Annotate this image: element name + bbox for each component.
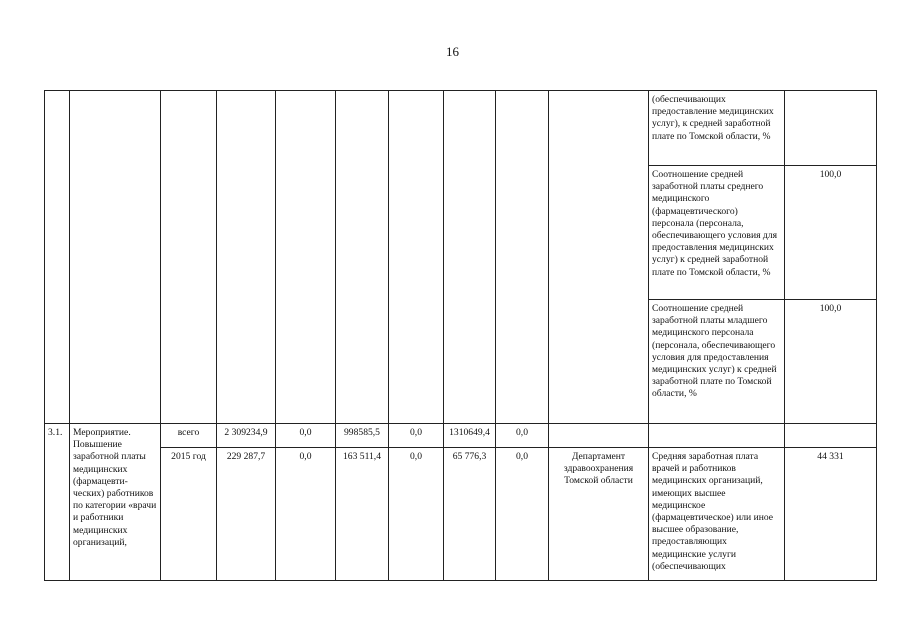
cell-empty [336, 91, 389, 424]
value-cell: 229 287,7 [217, 448, 276, 581]
executor-cell: Департамент здравоохранения Томской области [549, 448, 649, 581]
cell-empty [785, 424, 877, 448]
measure-name-cell: Мероприятие. Повышение заработной платы медицинских (фармацевти-ческих) работников по категории «врачи и работники медицинских организаций, [70, 424, 161, 581]
value-cell: 0,0 [496, 424, 549, 448]
cell-empty [70, 91, 161, 424]
target-value-cell: 100,0 [785, 166, 877, 300]
program-table [44, 90, 877, 581]
value-cell: 998585,5 [336, 424, 389, 448]
value-cell: 65 776,3 [444, 448, 496, 581]
value-cell: 1310649,4 [444, 424, 496, 448]
cell-empty [276, 91, 336, 424]
target-value-cell: 44 331 [785, 448, 877, 581]
cell-empty [649, 424, 785, 448]
table-row [45, 448, 877, 581]
measure-number-cell: 3.1. [45, 424, 70, 581]
target-value-cell [785, 91, 877, 166]
value-cell: 0,0 [389, 424, 444, 448]
period-cell: 2015 год [161, 448, 217, 581]
period-cell: всего [161, 424, 217, 448]
indicator-cell: (обеспечивающих предоставление медицинских услуг), к средней заработной плате по Томской области, % [649, 91, 785, 166]
cell-empty [549, 424, 649, 448]
cell-empty [549, 91, 649, 424]
indicator-cell: Средняя заработная плата врачей и работников медицинских организаций, имеющих высшее медицинское (фармацевтическое) или иное высшее образование, предоставляющих медицинские услуги (обеспечивающих [649, 448, 785, 581]
cell-empty [389, 91, 444, 424]
page-number: 16 [446, 44, 459, 59]
table-row [45, 424, 877, 448]
value-cell: 0,0 [276, 424, 336, 448]
cell-empty [217, 91, 276, 424]
cell-empty [161, 91, 217, 424]
value-cell: 0,0 [276, 448, 336, 581]
cell-empty [444, 91, 496, 424]
indicator-cell: Соотношение средней заработной платы младшего медицинского персонала (персонала, обеспечивающего условия для предоставления медицинских услуг) к средней заработной плате по Томской области, % [649, 300, 785, 424]
value-cell: 0,0 [389, 448, 444, 581]
cell-empty [45, 91, 70, 424]
table-row [45, 91, 877, 166]
target-value-cell: 100,0 [785, 300, 877, 424]
value-cell: 163 511,4 [336, 448, 389, 581]
value-cell: 2 309234,9 [217, 424, 276, 448]
indicator-cell: Соотношение средней заработной платы среднего медицинского (фармацевтического) персонала (персонала, обеспечивающего условия для предоставления медицинских услуг) к средней заработной плате по Томской области, % [649, 166, 785, 300]
value-cell: 0,0 [496, 448, 549, 581]
cell-empty [496, 91, 549, 424]
